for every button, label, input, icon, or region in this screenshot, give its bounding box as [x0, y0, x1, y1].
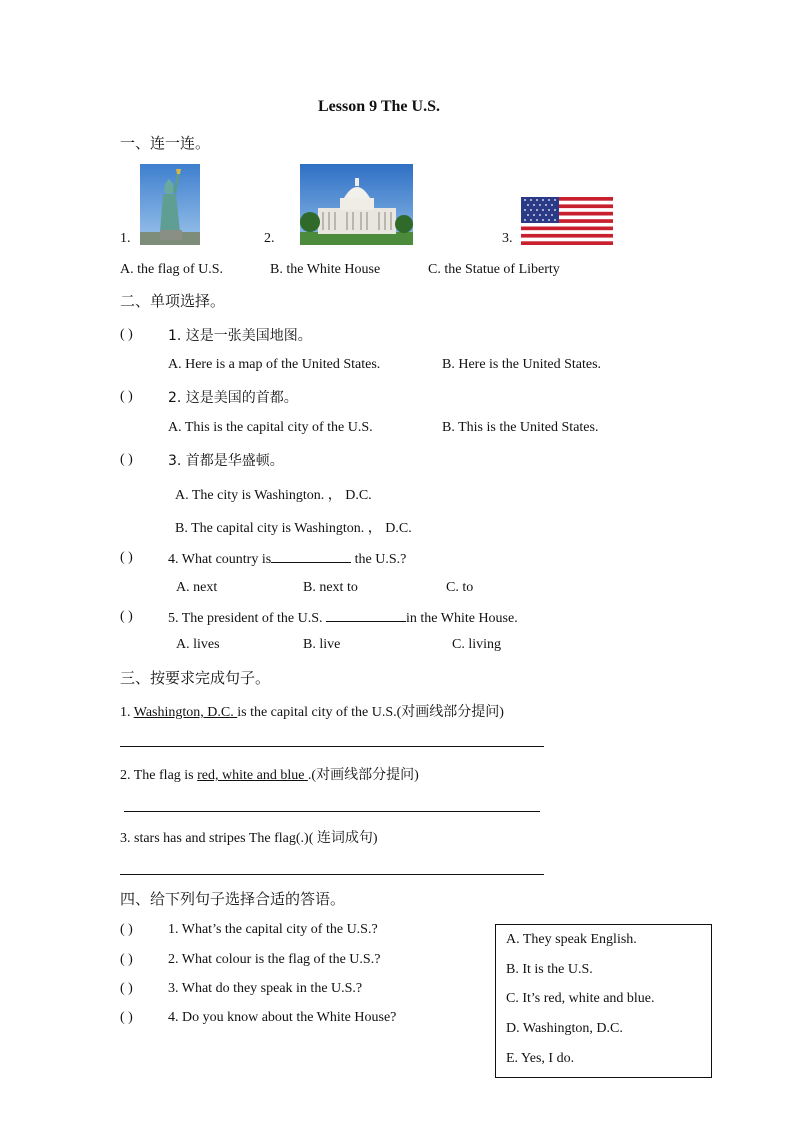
item-text: 2. The flag is	[120, 768, 198, 783]
answer-blank[interactable]: ( )	[120, 389, 133, 404]
answer-option-a: A. They speak English.	[506, 932, 637, 947]
section-heading-4: 四、给下列句子选择合适的答语。	[120, 890, 346, 908]
choice-option-a: A. Here is a map of the United States.	[168, 357, 381, 372]
dialogue-question: 2. What colour is the flag of the U.S.?	[168, 952, 381, 967]
underlined-part: red, white and blue	[197, 768, 308, 783]
fill-in-blank[interactable]	[271, 550, 351, 563]
choice-option-a: A. This is the capital city of the U.S.	[168, 420, 373, 435]
answer-option-c: C. It’s red, white and blue.	[506, 991, 655, 1006]
question-stem: 1. 这是一张美国地图。	[168, 328, 312, 344]
page-title: Lesson 9 The U.S.	[318, 98, 440, 115]
choice-option-b: B. Here is the United States.	[442, 357, 602, 372]
choice-option-a: A. lives	[176, 637, 220, 652]
question-stem	[168, 550, 406, 568]
question-stem-start: 4. What country is	[168, 552, 272, 567]
answer-blank[interactable]: ( )	[120, 952, 133, 967]
choice-option-b: B. live	[303, 637, 341, 652]
question-stem-end: the U.S.?	[354, 552, 407, 567]
white-house-photo	[300, 164, 413, 245]
match-option-a: A. the flag of U.S.	[120, 262, 224, 277]
answer-option-e: E. Yes, I do.	[506, 1051, 575, 1066]
match-number-1: 1.	[120, 231, 131, 246]
answer-blank[interactable]: ( )	[120, 550, 133, 565]
answer-blank[interactable]: ( )	[120, 1010, 133, 1025]
rewrite-item-2	[120, 764, 419, 784]
answer-blank[interactable]: ( )	[120, 922, 133, 937]
match-option-b: B. the White House	[270, 262, 381, 277]
dialogue-question: 3. What do they speak in the U.S.?	[168, 981, 363, 996]
choice-option-c: C. to	[446, 580, 474, 595]
choice-option-c: C. living	[452, 637, 502, 652]
answer-line[interactable]	[120, 746, 544, 747]
choice-option-b: B. next to	[303, 580, 358, 595]
answer-options-box	[495, 924, 712, 1078]
answer-line[interactable]	[124, 811, 540, 812]
us-flag-picture	[521, 197, 613, 245]
answer-blank[interactable]: ( )	[120, 327, 133, 342]
answer-option-d: D. Washington, D.C.	[506, 1021, 623, 1036]
section-heading-1: 一、连一连。	[120, 134, 211, 152]
choice-option-b: B. This is the United States.	[442, 420, 599, 435]
match-number-3: 3.	[502, 231, 513, 246]
answer-blank[interactable]: ( )	[120, 452, 133, 467]
item-number: 1.	[120, 705, 134, 720]
underlined-part: Washington, D.C.	[133, 705, 238, 720]
dialogue-question: 4. Do you know about the White House?	[168, 1010, 397, 1025]
statue-of-liberty-photo	[140, 164, 200, 245]
question-stem	[168, 609, 518, 627]
item-text: .(对画线部分提问)	[307, 768, 419, 783]
question-stem-start: 5. The president of the U.S.	[168, 611, 323, 626]
answer-blank[interactable]: ( )	[120, 609, 133, 624]
rewrite-item-3: 3. stars has and stripes The flag(.)( 连词成句)	[120, 831, 378, 846]
dialogue-question: 1. What’s the capital city of the U.S.?	[168, 922, 378, 937]
fill-in-blank[interactable]	[326, 609, 406, 622]
match-number-2: 2.	[264, 231, 275, 246]
section-heading-3: 三、按要求完成句子。	[120, 669, 271, 687]
choice-option-b: B. The capital city is Washington. ， D.C.	[175, 521, 412, 536]
rewrite-item-1	[120, 701, 504, 721]
choice-option-a: A. next	[176, 580, 218, 595]
match-option-c: C. the Statue of Liberty	[428, 262, 560, 277]
question-stem: 2. 这是美国的首都。	[168, 390, 298, 406]
answer-blank[interactable]: ( )	[120, 981, 133, 996]
question-stem: 3. 首都是华盛顿。	[168, 453, 284, 469]
choice-option-a: A. The city is Washington. ， D.C.	[175, 488, 372, 503]
answer-line[interactable]	[120, 874, 544, 875]
answer-option-b: B. It is the U.S.	[506, 962, 593, 977]
item-text: is the capital city of the U.S.(对画线部分提问)	[237, 705, 504, 720]
question-stem-end: in the White House.	[406, 611, 518, 626]
section-heading-2: 二、单项选择。	[120, 292, 226, 310]
